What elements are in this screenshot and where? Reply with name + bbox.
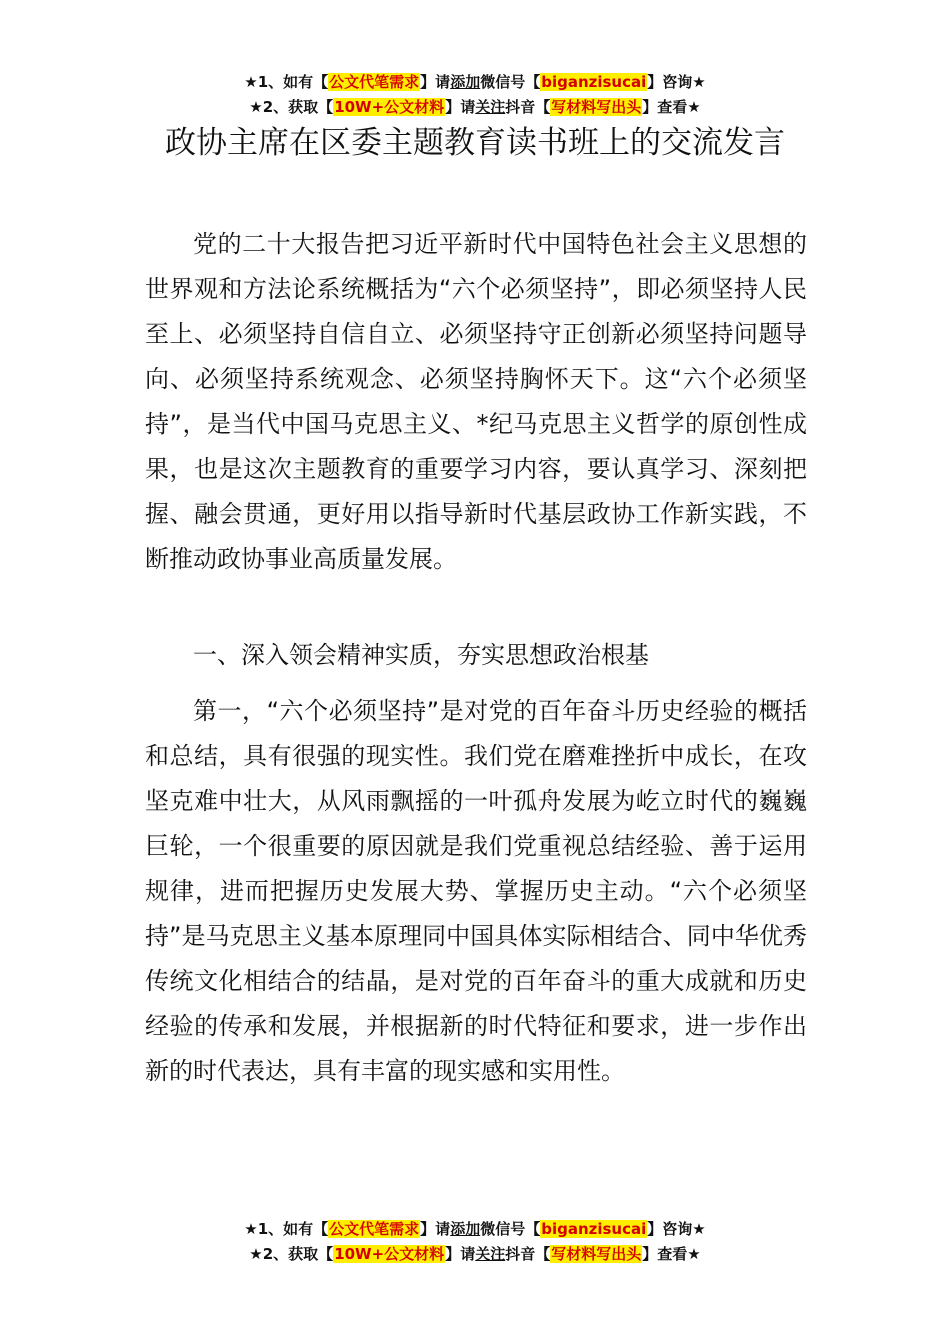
banner-text: 】请 (420, 1220, 451, 1238)
underlined-text: 关注 (475, 1245, 506, 1263)
highlight-text: 公文代笔需求 (329, 1220, 420, 1238)
banner-line-1 (0, 1217, 950, 1242)
highlight-text: biganzisucai (541, 73, 647, 91)
document-title: 政协主席在区委主题教育读书班上的交流发言 (165, 125, 785, 161)
banner-line-1 (0, 70, 950, 95)
banner-text: 抖音【 (505, 1245, 551, 1263)
banner-text: 】请 (420, 73, 451, 91)
underlined-text: 添加 (450, 73, 481, 91)
banner-line-2 (0, 95, 950, 120)
banner-text: 】咨询★ (647, 73, 706, 91)
banner-text: 微信号【 (480, 1220, 541, 1238)
underlined-text: 添加 (450, 1220, 481, 1238)
banner-text: 】咨询★ (647, 1220, 706, 1238)
highlight-text: 公文代笔需求 (329, 73, 420, 91)
banner-text: 】查看★ (642, 1245, 701, 1263)
banner-text: ★1、如有【 (244, 73, 329, 91)
banner-text: 抖音【 (505, 98, 551, 116)
banner-text: 】请 (445, 1245, 476, 1263)
highlight-text: 10W+公文材料 (334, 1245, 445, 1263)
banner-text: ★1、如有【 (244, 1220, 329, 1238)
underlined-text: 关注 (475, 98, 506, 116)
body-paragraph-1: 党的二十大报告把习近平新时代中国特色社会主义思想的世界观和方法论系统概括为“六个必须坚持”，即必须坚持人民至上、必须坚持自信自立、必须坚持守正创新必须坚持问题导向、必须坚持系统观念、必须坚持胸怀天下。这“六个必须坚持”，是当代中国马克思主义、*纪马克思主义哲学的原创性成果，也是这次主题教育的重要学习内容，要认真学习、深刻把握、融会贯通，更好用以指导新时代基层政协工作新实践，不断推动政协事业高质量发展。 (145, 230, 807, 573)
banner-text: 微信号【 (480, 73, 541, 91)
footer-banner (0, 1217, 950, 1267)
banner-line-2 (0, 1242, 950, 1267)
header-banner (0, 70, 950, 120)
banner-text: 】查看★ (642, 98, 701, 116)
highlight-text: biganzisucai (541, 1220, 647, 1238)
banner-text: ★2、获取【 (249, 98, 334, 116)
highlight-text: 写材料写出头 (551, 1245, 642, 1263)
banner-text: ★2、获取【 (249, 1245, 334, 1263)
highlight-text: 写材料写出头 (551, 98, 642, 116)
section-heading-1: 一、深入领会精神实质，夯实思想政治根基 (193, 641, 649, 669)
banner-text: 】请 (445, 98, 476, 116)
highlight-text: 10W+公文材料 (334, 98, 445, 116)
body-paragraph-2: 第一，“六个必须坚持”是对党的百年奋斗历史经验的概括和总结，具有很强的现实性。我们党在磨难挫折中成长，在攻坚克难中壮大，从风雨飘摇的一叶孤舟发展为屹立时代的巍巍巨轮，一个很重要的原因就是我们党重视总结经验、善于运用规律，进而把握历史发展大势、掌握历史主动。“六个必须坚持”是马克思主义基本原理同中国具体实际相结合、同中华优秀传统文化相结合的结晶，是对党的百年奋斗的重大成就和历史经验的传承和发展，并根据新的时代特征和要求，进一步作出新的时代表达，具有丰富的现实感和实用性。 (145, 697, 807, 1085)
